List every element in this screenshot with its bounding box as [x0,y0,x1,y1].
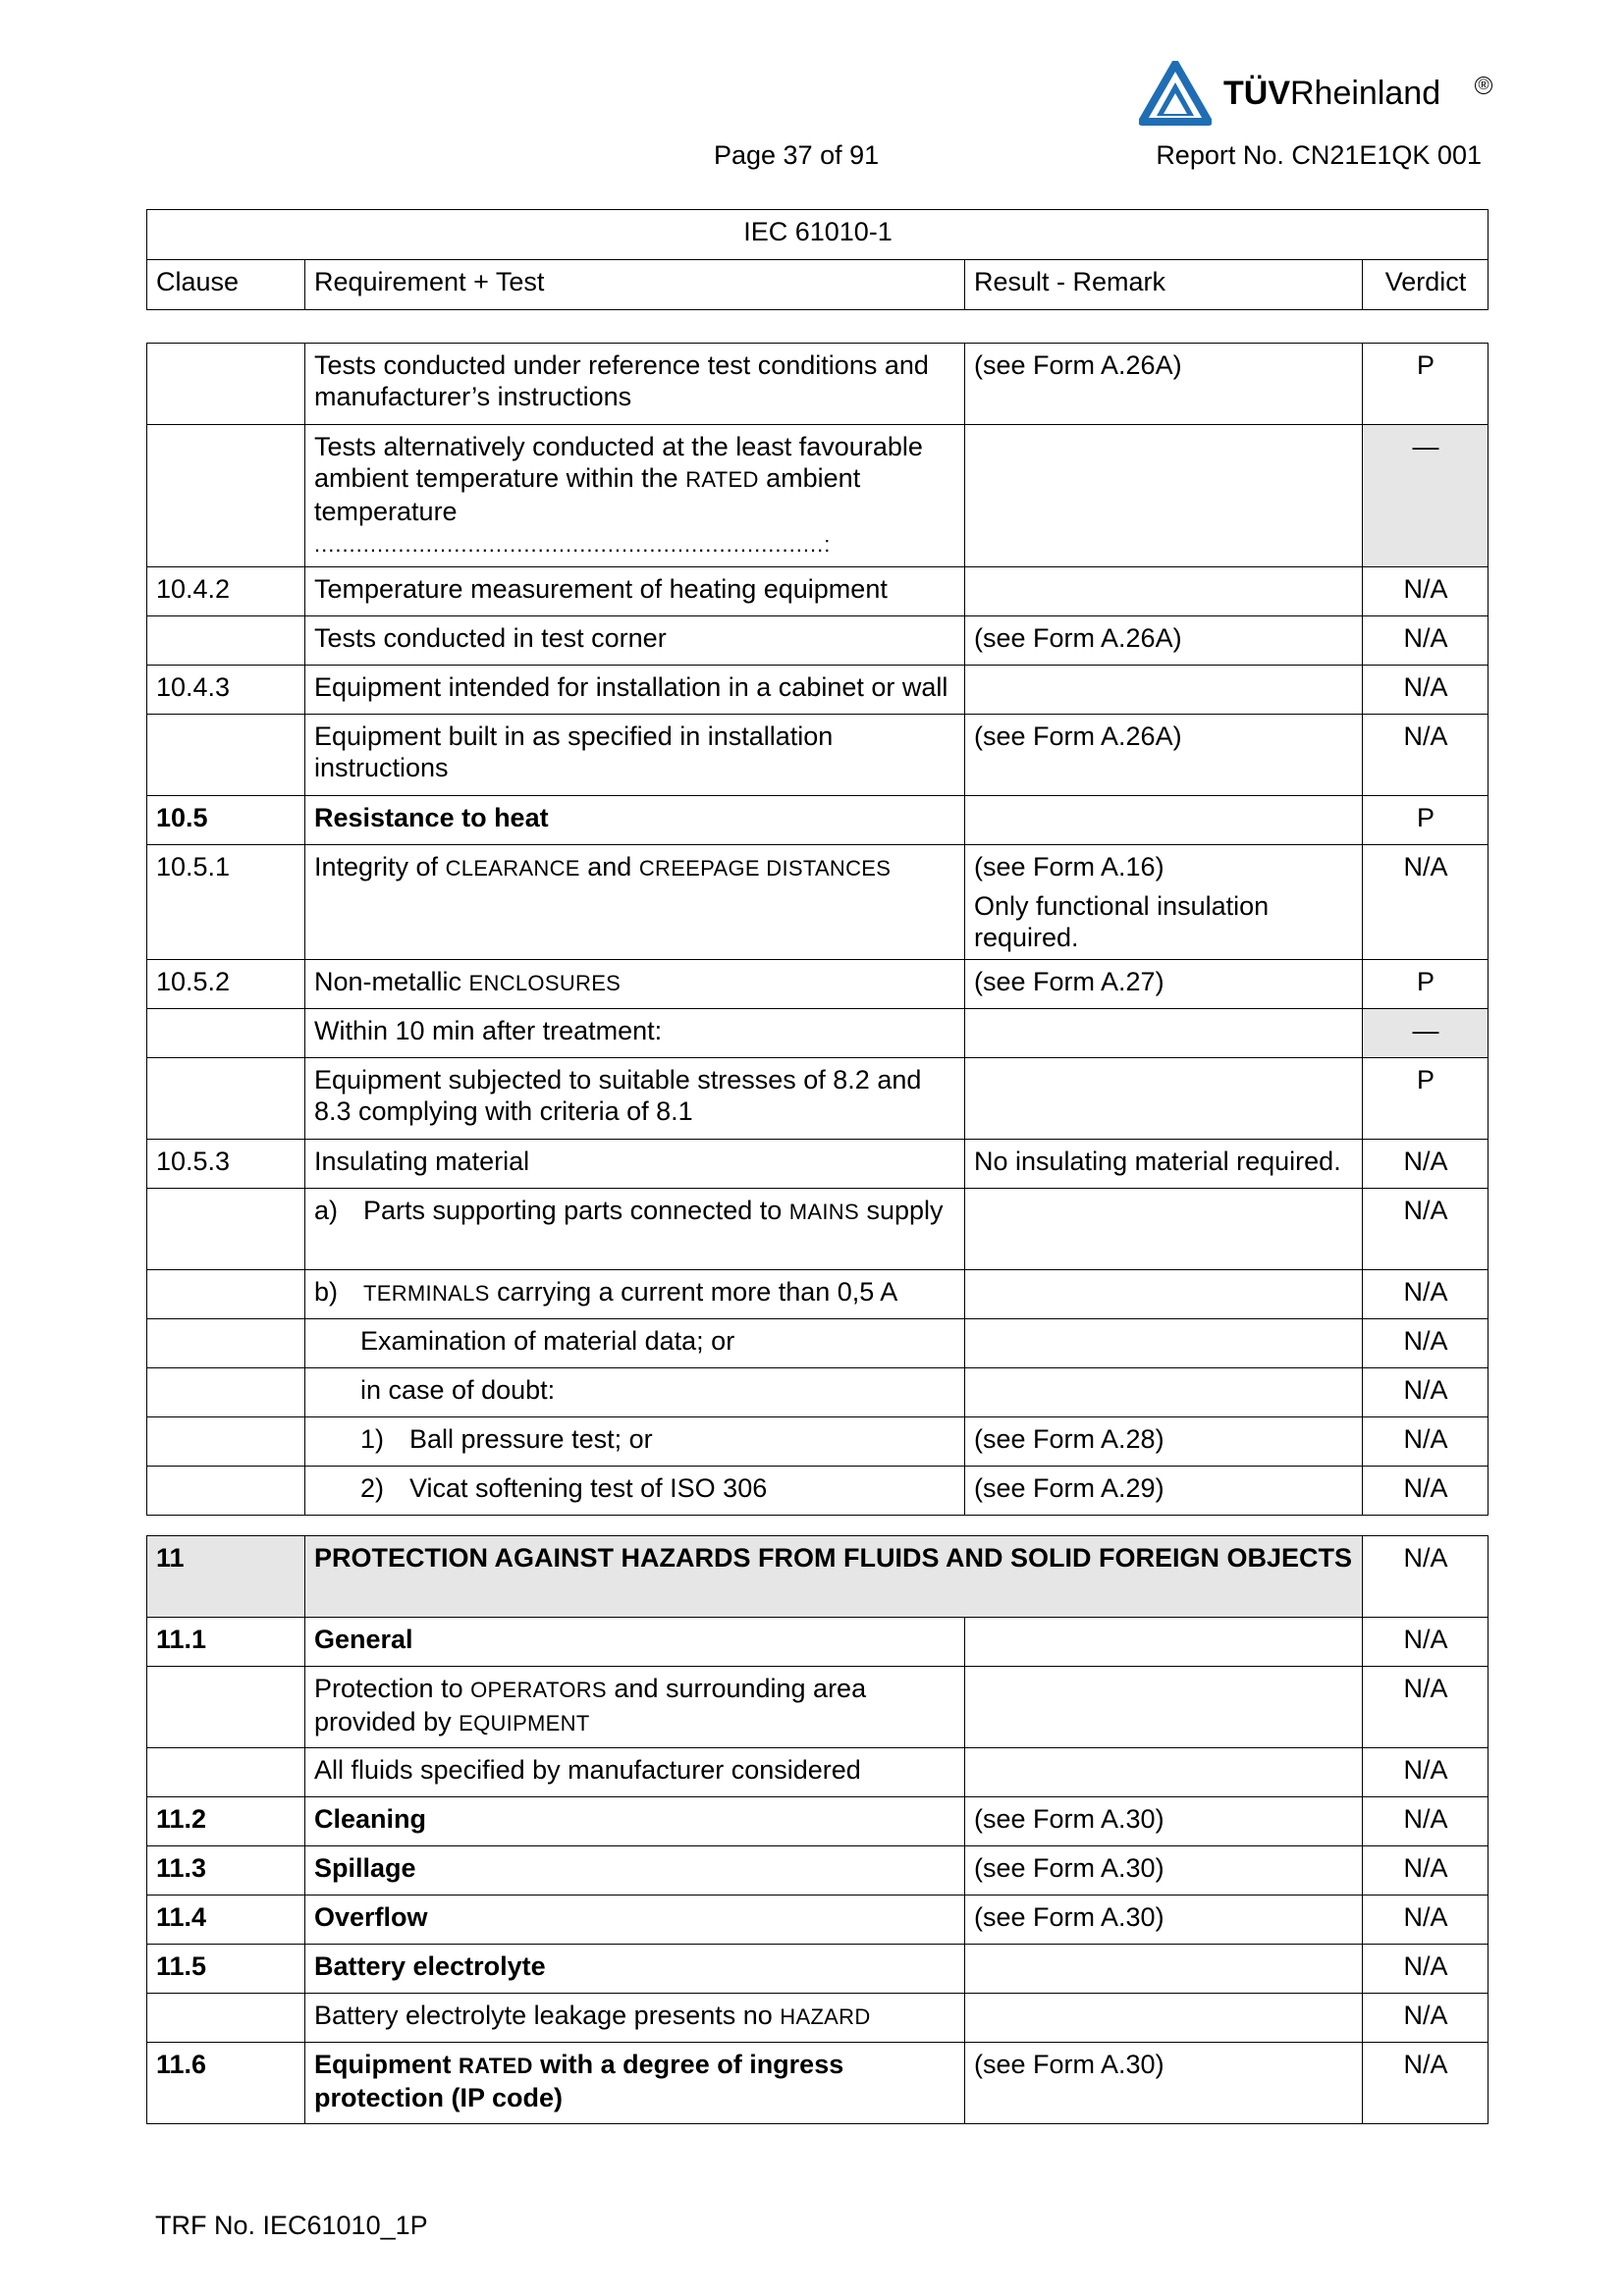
requirement-cell: Integrity of CLEARANCE and CREEPAGE DISTANCES [305,845,965,960]
verdict-cell: N/A [1363,715,1489,796]
table-row [147,1009,1489,1058]
table-row [147,1748,1489,1797]
table-row [147,1368,1489,1417]
table-row [147,344,1489,425]
clause-cell: 10.5.1 [147,845,305,960]
requirement-cell: Examination of material data; or [305,1319,965,1368]
requirement-cell: Tests conducted in test corner [305,616,965,666]
verdict-cell: N/A [1363,1140,1489,1189]
col-requirement: Requirement + Test [305,260,965,310]
trf-number: TRF No. IEC61010_1P [155,2211,428,2240]
clause-cell: 10.4.2 [147,567,305,616]
table-row [147,567,1489,616]
table-row [147,616,1489,666]
requirement-cell: General [305,1618,965,1667]
result-cell: (see Form A.16) Only functional insulation required. [965,845,1363,960]
report-number: Report No. CN21E1QK 001 [1156,140,1482,170]
table-row [147,1994,1489,2043]
requirement-cell: Equipment intended for installation in a cabinet or wall [305,666,965,715]
table-row [147,1896,1489,1945]
verdict-cell: N/A [1363,1667,1489,1748]
section-title: PROTECTION AGAINST HAZARDS FROM FLUIDS AND SOLID FOREIGN OBJECTS [305,1536,1363,1618]
requirement-cell: a) Parts supporting parts connected to MAINS supply [305,1189,965,1270]
clause-cell: 11.2 [147,1797,305,1846]
clause-cell: 11.6 [147,2043,305,2124]
clause-cell: 10.5 [147,796,305,845]
table-row [147,1189,1489,1270]
section-11-table [146,1535,1489,2124]
verdict-cell: N/A [1363,1797,1489,1846]
table-row [147,1467,1489,1516]
result-cell: (see Form A.30) [965,1846,1363,1896]
table-row [147,2043,1489,2124]
table-row [147,1618,1489,1667]
clause-cell: 11.4 [147,1896,305,1945]
registered-mark: ® [1475,77,1492,94]
verdict-cell: N/A [1363,845,1489,960]
requirement-cell: Overflow [305,1896,965,1945]
table-row [147,1270,1489,1319]
table-row [147,1797,1489,1846]
result-cell: (see Form A.29) [965,1467,1363,1516]
requirement-cell: b) TERMINALS carrying a current more than 0,5 A [305,1270,965,1319]
table-row [147,796,1489,845]
verdict-cell: N/A [1363,1748,1489,1797]
table-row [147,960,1489,1009]
requirement-cell: Battery electrolyte leakage presents no HAZARD [305,1994,965,2043]
table-row [147,1058,1489,1140]
table-row [147,1536,1489,1618]
verdict-cell: — [1363,1009,1489,1058]
requirement-cell: Spillage [305,1846,965,1896]
requirement-cell: Within 10 min after treatment: [305,1009,965,1058]
requirement-cell: Tests conducted under reference test conditions and manufacturer’s instructions [305,344,965,425]
result-cell: (see Form A.26A) [965,715,1363,796]
verdict-cell: P [1363,960,1489,1009]
requirement-cell: Equipment RATED with a degree of ingress protection (IP code) [305,2043,965,2124]
result-cell: (see Form A.26A) [965,616,1363,666]
table-row [147,1945,1489,1994]
verdict-cell: P [1363,1058,1489,1140]
section-10-table [146,343,1489,1516]
result-cell: (see Form A.30) [965,2043,1363,2124]
table-row [147,1667,1489,1748]
result-cell: (see Form A.30) [965,1896,1363,1945]
table-row [147,1319,1489,1368]
table-row [147,1846,1489,1896]
verdict-cell: N/A [1363,1618,1489,1667]
requirement-cell: in case of doubt: [305,1368,965,1417]
requirement-cell: Equipment subjected to suitable stresses of 8.2 and 8.3 complying with criteria of 8.1 [305,1058,965,1140]
verdict-cell: N/A [1363,1846,1489,1896]
col-clause: Clause [147,260,305,310]
page-number: Page 37 of 91 [714,140,880,170]
requirement-cell: Non-metallic ENCLOSURES [305,960,965,1009]
result-cell: (see Form A.27) [965,960,1363,1009]
requirement-cell: All fluids specified by manufacturer considered [305,1748,965,1797]
table-row [147,666,1489,715]
verdict-cell: N/A [1363,1467,1489,1516]
requirement-cell: Battery electrolyte [305,1945,965,1994]
requirement-cell: Equipment built in as specified in installation instructions [305,715,965,796]
verdict-cell: P [1363,344,1489,425]
requirement-cell: Insulating material [305,1140,965,1189]
requirement-cell: Resistance to heat [305,796,965,845]
verdict-cell: N/A [1363,1896,1489,1945]
table-row [147,715,1489,796]
verdict-cell: N/A [1363,666,1489,715]
result-cell: (see Form A.28) [965,1417,1363,1467]
tuv-rheinland-logo [1139,61,1492,126]
result-cell: (see Form A.26A) [965,344,1363,425]
clause-cell: 11.5 [147,1945,305,1994]
requirement-cell: Protection to OPERATORS and surrounding area provided by EQUIPMENT [305,1667,965,1748]
table-row [147,845,1489,960]
requirement-cell: 1) Ball pressure test; or [305,1417,965,1467]
verdict-cell: N/A [1363,567,1489,616]
clause-cell: 10.4.3 [147,666,305,715]
brand-name: TÜVRheinland [1223,75,1441,112]
verdict-cell: — [1363,425,1489,567]
verdict-cell: N/A [1363,1536,1489,1618]
table-row [147,1417,1489,1467]
clause-cell: 11.3 [147,1846,305,1896]
requirement-cell: Temperature measurement of heating equipment [305,567,965,616]
verdict-cell: N/A [1363,1319,1489,1368]
col-result: Result - Remark [965,260,1363,310]
clause-cell: 10.5.3 [147,1140,305,1189]
clause-cell: 11.1 [147,1618,305,1667]
table-row [147,1140,1489,1189]
verdict-cell: N/A [1363,616,1489,666]
verdict-cell: N/A [1363,1994,1489,2043]
verdict-cell: N/A [1363,1189,1489,1270]
standard-title: IEC 61010-1 [147,210,1489,260]
col-verdict: Verdict [1363,260,1489,310]
table-header [146,209,1489,310]
verdict-cell: P [1363,796,1489,845]
verdict-cell: N/A [1363,1368,1489,1417]
requirement-cell: Tests alternatively conducted at the least favourable ambient temperature within the RATED ambient temperature .........................................................................: [305,425,965,567]
verdict-cell: N/A [1363,1417,1489,1467]
table-row [147,425,1489,567]
verdict-cell: N/A [1363,1270,1489,1319]
result-cell: No insulating material required. [965,1140,1363,1189]
verdict-cell: N/A [1363,2043,1489,2124]
verdict-cell: N/A [1363,1945,1489,1994]
triangle-logo-icon [1139,61,1212,126]
clause-cell: 10.5.2 [147,960,305,1009]
requirement-cell: 2) Vicat softening test of ISO 306 [305,1467,965,1516]
result-cell: (see Form A.30) [965,1797,1363,1846]
requirement-cell: Cleaning [305,1797,965,1846]
clause-cell: 11 [147,1536,305,1618]
